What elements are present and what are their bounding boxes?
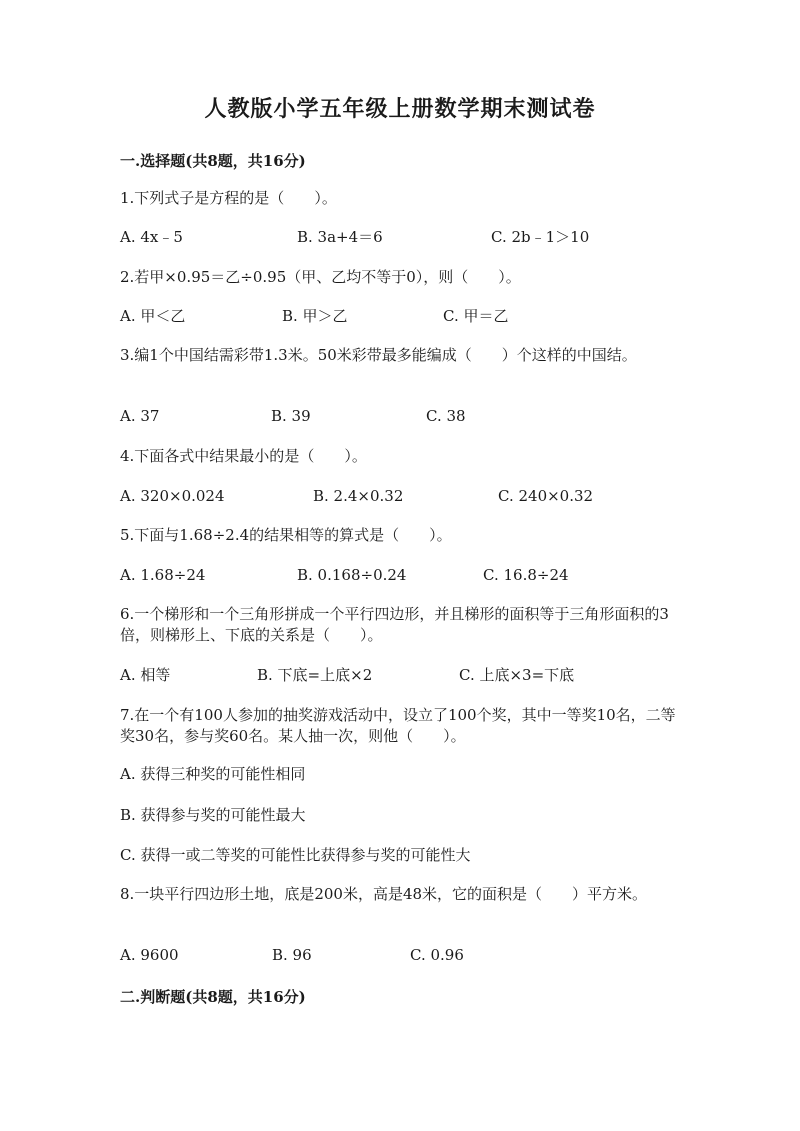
q8-option-c: C. 0.96: [410, 946, 464, 964]
question-2: 2.若甲×0.95＝乙÷0.95（甲、乙均不等于0），则（ ）。: [120, 268, 521, 286]
question-7: 7.在一个有100人参加的抽奖游戏活动中，设立了100个奖，其中一等奖10名，二等奖30名，参与奖60名。某人抽一次，则他（ ）。: [120, 706, 676, 745]
q1-option-a: A. 4x﹣5: [120, 228, 183, 246]
q6-option-c: C. 上底×3=下底: [459, 666, 575, 684]
q7-option-a: A. 获得三种奖的可能性相同: [120, 765, 306, 783]
question-8: 8.一块平行四边形土地，底是200米，高是48米，它的面积是（ ）平方米。: [120, 885, 648, 903]
q4-option-a: A. 320×0.024: [120, 487, 225, 505]
page-title: 人教版小学五年级上册数学期末测试卷: [204, 96, 596, 122]
q7-option-c: C. 获得一或二等奖的可能性比获得参与奖的可能性大: [120, 846, 471, 864]
q2-option-a: A. 甲＜乙: [120, 307, 186, 325]
q7-option-b: B. 获得参与奖的可能性最大: [120, 806, 306, 824]
q1-option-c: C. 2b﹣1＞10: [491, 228, 590, 246]
q5-option-b: B. 0.168÷0.24: [297, 566, 407, 584]
q3-option-a: A. 37: [120, 407, 160, 425]
q5-option-c: C. 16.8÷24: [483, 566, 569, 584]
question-5: 5.下面与1.68÷2.4的结果相等的算式是（ ）。: [120, 526, 452, 544]
q3-option-c: C. 38: [426, 407, 466, 425]
q8-option-b: B. 96: [272, 946, 312, 964]
q4-option-c: C. 240×0.32: [498, 487, 594, 505]
q1-option-b: B. 3a+4＝6: [297, 228, 383, 246]
q5-option-a: A. 1.68÷24: [120, 566, 206, 584]
q6-option-b: B. 下底=上底×2: [257, 666, 373, 684]
section-heading-choice: 一.选择题(共8题，共16分): [120, 152, 306, 170]
question-4: 4.下面各式中结果最小的是（ ）。: [120, 447, 367, 465]
q4-option-b: B. 2.4×0.32: [313, 487, 404, 505]
q3-option-b: B. 39: [271, 407, 311, 425]
question-6: 6.一个梯形和一个三角形拼成一个平行四边形，并且梯形的面积等于三角形面积的3倍，则梯形上、下底的关系是（ ）。: [120, 605, 669, 644]
q2-option-b: B. 甲＞乙: [282, 307, 348, 325]
question-1: 1.下列式子是方程的是（ ）。: [120, 189, 337, 207]
q8-option-a: A. 9600: [120, 946, 179, 964]
q6-option-a: A. 相等: [120, 666, 171, 684]
section-heading-judgment: 二.判断题(共8题，共16分): [120, 988, 306, 1006]
q2-option-c: C. 甲＝乙: [443, 307, 509, 325]
question-3: 3.编1个中国结需彩带1.3米。50米彩带最多能编成（ ）个这样的中国结。: [120, 346, 637, 364]
